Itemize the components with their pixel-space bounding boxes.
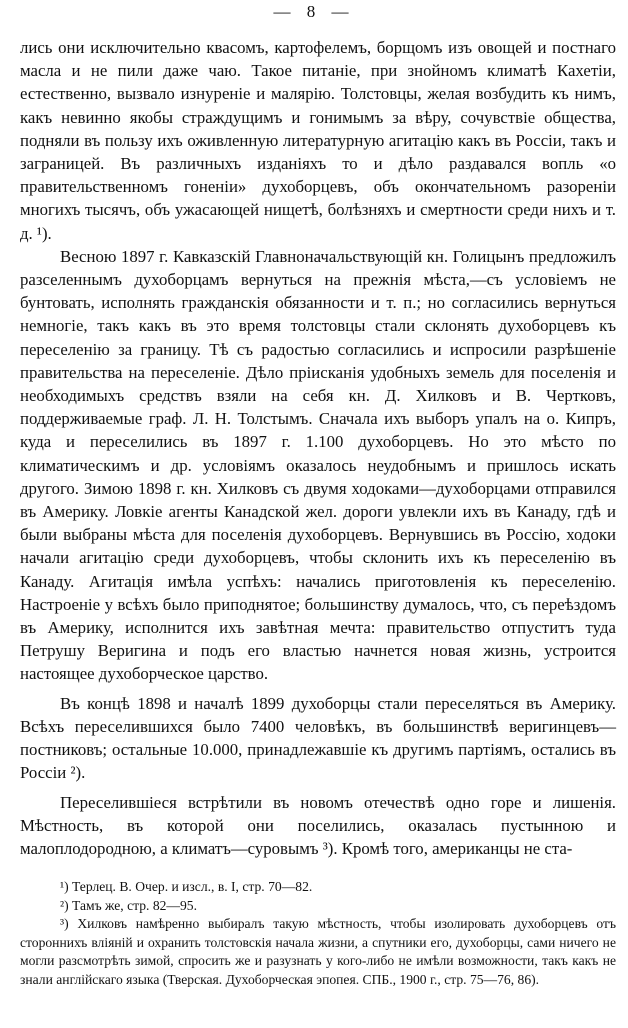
footnote-text: Хилковъ намѣренно выбиралъ такую мѣстность, чтобы изолировать духоборцевъ отъ стороннихъ вліяній и охранить толстовскія начала жизни, а спутники его, духоборцы, сами ничего не могли разсмотрѣть зимой, спросить же и разузнать у кого-либо не имѣли возможности, такъ какъ не знали англійскаго языка (Тверская. Духоборческая эпопея. СПБ., 1900 г., стр. 75—76, 86).: [20, 916, 616, 987]
paragraph: Весною 1897 г. Кавказскій Главноначальствующій кн. Голицынъ предложилъ разселеннымъ духоборцамъ вернуться на прежнія мѣста,—съ условіемъ не бунтовать, исполнять гражданскія обязанности и т. п.; но согласились вернуться немногіе, такъ какъ въ это время толстовцы стали склонять духоборцевъ къ переселенію за границу. Тѣ съ радостью согласились и испросили разрѣшеніе правительства на переселеніе. Дѣло пріисканія удобныхъ земель для поселенія и необходимыхъ средствъ взяли на себя кн. Д. Хилковъ и В. Чертковъ, поддерживаемые граф. Л. Н. Толстымъ. Сначала ихъ выборъ упалъ на о. Кипръ, куда и переселились въ 1897 г. 1.100 духоборцевъ. Но это мѣсто по климатическимъ и др. условіямъ оказалось неудобнымъ и пришлось искать другого. Зимою 1898 г. кн. Хилковъ съ двумя ходоками—духоборцами отправился въ Америку. Ловкіе агенты Канадской жел. дороги увлекли ихъ въ Канаду, гдѣ и были выбраны мѣста для поселенія духоборцевъ. Вернувшись въ Россію, ходоки начали агитацію среди духоборцевъ, чтобы склонить ихъ къ переселенію въ Канаду. Агитація имѣла успѣхъ: начались приготовленія къ переселенію. Настроеніе у всѣхъ было приподнятое; большинству думалось, что, съ переѣздомъ въ Америку, исполнится ихъ завѣтная мечта: правительство отпуститъ туда Петрушу Веригина и подъ его властью начнется новая жизнь, устроится настоящее духоборческое царство.: [20, 246, 616, 684]
paragraph: Въ концѣ 1898 и началѣ 1899 духоборцы стали переселяться въ Америку. Всѣхъ переселившихся было 7400 человѣкъ, въ большинствѣ веригинцевъ—постниковъ; остальные 10.000, принадлежавшіе къ другимъ партіямъ, остались въ Россіи ²).: [20, 693, 616, 783]
paragraph: Переселившіеся встрѣтили въ новомъ отечествѣ одно горе и лишенія. Мѣстность, въ которой они поселились, оказалась пустынною и малоплодородною, а климатъ—суровымъ ³). Кромѣ того, американцы не ста-: [20, 792, 616, 858]
page-number: — 8 —: [273, 2, 355, 21]
footnote: [20, 915, 616, 989]
footnote: [20, 897, 616, 916]
footnote-mark: ²): [60, 897, 69, 913]
footnote-mark: ¹): [60, 879, 69, 894]
footnote-mark: ³): [60, 916, 69, 932]
body-text: [20, 36, 616, 860]
footnotes: [20, 878, 616, 990]
footnote: [20, 878, 616, 897]
footnote-text: Тамъ же, стр. 82—95.: [72, 897, 198, 913]
footnote-text: Терлец. В. Очер. и изсл., в. I, стр. 70—82.: [72, 879, 313, 894]
paragraph: лись они исключительно квасомъ, картофелемъ, борщомъ изъ овощей и постнаго масла и не пили даже чаю. Такое питаніе, при знойномъ климатѣ Кахетіи, естественно, вызвало изнуреніе и малярію. Толстовцы, желая возбудить къ нимъ, какъ невинно якобы страждущимъ и гонимымъ за вѣру, сочувствіе общества, подняли въ пользу ихъ оживленную литературную агитацію какъ въ Россіи, такъ и заграницей. Въ различныхъ изданіяхъ то и дѣло раздавался вопль «о правительственномъ гоненіи» духоборцевъ, объ окончательномъ разореніи многихъ тысячъ, объ ужасающей нищетѣ, болѣзняхъ и смертности среди нихъ и т. д. ¹).: [20, 38, 616, 243]
